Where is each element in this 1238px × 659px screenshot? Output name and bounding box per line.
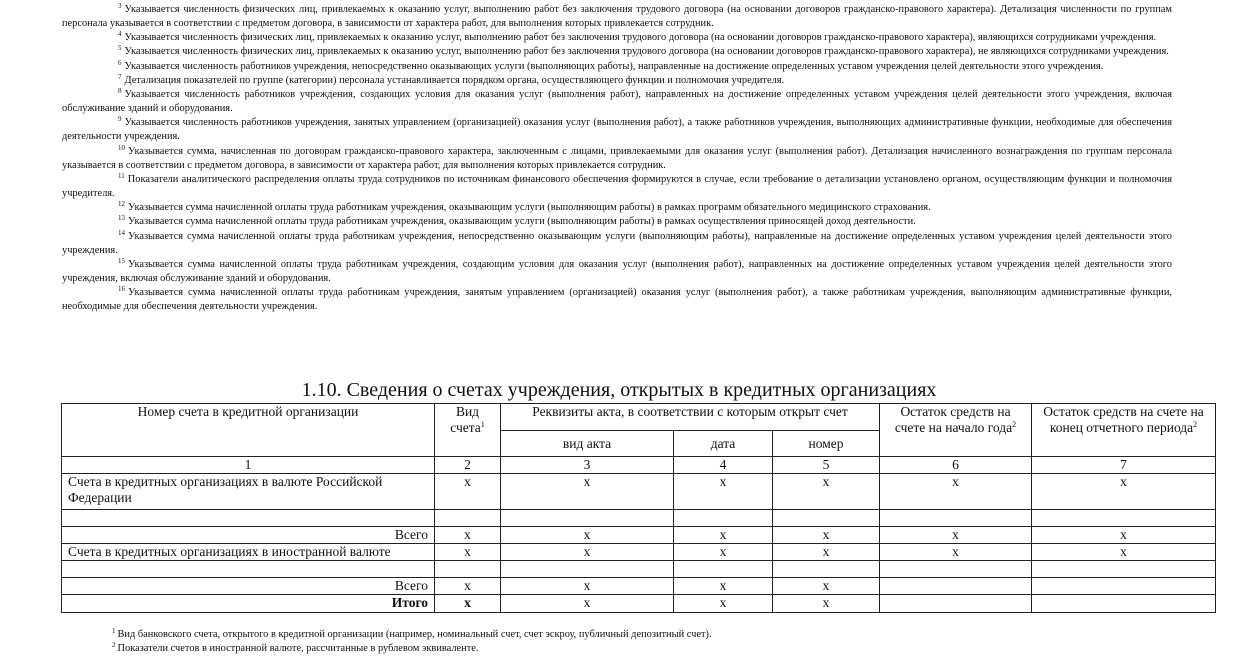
table-cell — [880, 561, 1032, 578]
note-3 — [62, 3, 1172, 31]
column-number: 2 — [435, 457, 501, 474]
table-cell: x — [501, 527, 674, 544]
table-cell: x — [674, 544, 773, 561]
table-cell — [674, 510, 773, 527]
note-10 — [62, 145, 1172, 173]
table-cell: x — [674, 578, 773, 595]
note-text: Указывается численность работников учреждения, занятых управлением (организацией) оказания услуг (выполнения работ), а также работников учреждения, выполняющих административные функции, необходимые для обеспечения деятельности учреждения. — [62, 117, 1172, 143]
note-text: Указывается численность работников учреждения, создающих условия для оказания услуг (выполнения работ), направленных на достижение определенных уставом учреждения целей деятельности этого учреждения, включая обслуживание зданий и оборудования. — [62, 88, 1172, 115]
note-mark: 12 — [118, 200, 125, 209]
note-mark: 9 — [118, 115, 122, 124]
table-cell — [773, 561, 880, 578]
table-cell — [674, 561, 773, 578]
table-cell — [1032, 578, 1216, 595]
section-title: 1.10. Сведения о счетах учреждения, открытых в кредитных организациях — [301, 379, 937, 401]
footnote-mark: 1 — [112, 627, 116, 635]
note-13 — [62, 215, 1172, 229]
note-text: Показатели аналитического распределения оплаты труда сотрудников по источникам финансового обеспечения формируются в случае, если требование о детализации установлено органом, осуществляющим функции и полномочия учредителя. — [62, 173, 1172, 200]
note-mark: 3 — [118, 2, 122, 10]
table-row-fx — [62, 544, 1216, 561]
note-mark: 7 — [118, 72, 122, 81]
note-mark: 5 — [118, 44, 122, 53]
table-cell: x — [773, 544, 880, 561]
row-label: Счета в кредитных организациях в валюте Российской Федерации — [62, 474, 435, 510]
header-act-type: вид акта — [501, 431, 674, 457]
row-label: Всего — [62, 578, 435, 595]
note-12 — [62, 201, 1172, 215]
column-number: 3 — [501, 457, 674, 474]
table-cell: x — [1032, 527, 1216, 544]
table-cell — [501, 561, 674, 578]
table-cell — [880, 510, 1032, 527]
table-cell: x — [773, 474, 880, 510]
table-cell — [501, 510, 674, 527]
table-cell: x — [674, 527, 773, 544]
table-cell: x — [1032, 544, 1216, 561]
note-text: Указывается сумма начисленной оплаты труда работникам учреждения, оказывающим услуги (выполняющим работы) в рамках осуществления приносящей доход деятельности. — [128, 216, 916, 228]
note-text: Указывается сумма начисленной оплаты труда работникам учреждения, оказывающим услуги (выполняющим работы) в рамках программ обязательного медицинского страхования. — [128, 202, 931, 214]
column-number-row — [62, 457, 1216, 474]
table-cell — [62, 510, 435, 527]
header-account-type: Вид счета$^1$ — [435, 404, 501, 457]
footnote-text: Вид банковского счета, открытого в кредитной организации (например, номинальный счет, счет эскроу, публичный депозитный счет). — [117, 629, 712, 640]
note-9 — [62, 116, 1172, 144]
note-mark: 11 — [118, 171, 125, 180]
table-cell — [880, 578, 1032, 595]
table-row-fx-total — [62, 578, 1216, 595]
table-row-empty — [62, 510, 1216, 527]
table-cell: x — [501, 544, 674, 561]
table-cell: x — [773, 595, 880, 613]
note-mark: 14 — [118, 228, 125, 237]
note-16 — [62, 286, 1172, 314]
table-cell — [62, 561, 435, 578]
table-cell — [1032, 561, 1216, 578]
note-8 — [62, 88, 1172, 116]
note-text: Указывается численность физических лиц, привлекаемых к оказанию услуг, выполнению работ без заключения трудового договора (на основании договоров гражданско-правового характера), являющихся сотрудниками учреждения. — [124, 32, 1157, 44]
note-15 — [62, 258, 1172, 286]
column-number: 4 — [674, 457, 773, 474]
table-cell: x — [674, 474, 773, 510]
table-row-empty — [62, 561, 1216, 578]
row-label: Всего — [62, 527, 435, 544]
table-cell: x — [435, 474, 501, 510]
table-row-rub-total — [62, 527, 1216, 544]
table-cell — [435, 510, 501, 527]
column-number: 1 — [62, 457, 435, 474]
header-act-details: Реквизиты акта, в соответствии с которым открыт счет — [501, 404, 880, 431]
table-cell: x — [674, 595, 773, 613]
table-cell: x — [880, 527, 1032, 544]
note-mark: 8 — [118, 86, 122, 95]
header-act-number: номер — [773, 431, 880, 457]
note-mark: 13 — [118, 214, 125, 223]
table-cell: x — [435, 595, 501, 613]
table-cell — [1032, 510, 1216, 527]
footnote-text: Показатели счетов в иностранной валюте, рассчитанные в рублевом эквиваленте. — [117, 642, 479, 654]
column-number: 5 — [773, 457, 880, 474]
note-text: Указывается сумма начисленной оплаты труда работникам учреждения, непосредственно оказывающим услуги (выполняющим работы), направленные на достижение определенных уставом учреждения целей деятельности этого учреждения. — [62, 230, 1172, 256]
note-mark: 16 — [118, 285, 125, 294]
header-account-number: Номер счета в кредитной организации — [62, 404, 435, 457]
note-mark: 10 — [118, 143, 125, 152]
table-cell: x — [501, 595, 674, 613]
table-row-rub — [62, 474, 1216, 510]
note-text: Указывается сумма начисленной оплаты труда работникам учреждения, занятым управлением (организацией) оказания услуг (выполнения работ), а также работникам учреждения, выполняющим административные функции, необходимые для обеспечения деятельности учреждения. — [62, 287, 1172, 313]
table-footnotes — [112, 628, 712, 655]
note-7 — [62, 74, 1172, 88]
footnotes-continued — [62, 3, 1172, 314]
note-6 — [62, 60, 1172, 74]
column-number: 6 — [880, 457, 1032, 474]
note-mark: 15 — [118, 256, 125, 265]
table-cell — [773, 510, 880, 527]
note-text: Детализация показателей по группе (категории) персонала устанавливается порядком органа, осуществляющего функции и полномочия учредителя. — [124, 74, 785, 86]
note-text: Указывается сумма начисленной оплаты труда работникам учреждения, создающим условия для оказания услуг (выполнения работ), направленных на достижение определенных уставом учреждения целей деятельности этого учреждения, включая обслуживание зданий и оборудования. — [62, 258, 1172, 284]
note-text: Указывается сумма, начисленная по договорам гражданско-правового характера, заключенным с лицами, привлекаемыми для оказания услуг (выполнения работ). Детализация начисленного вознаграждения по группам персонала указывается в соответствии с предметом договора, в зависимости от характера работ, для выполнения которых привлекается сотрудник. — [62, 145, 1172, 171]
note-text: Указывается численность работников учреждения, непосредственно оказывающих услуги (выполняющих работы), направленные на достижение определенных уставом учреждения целей деятельности этого учреждения. — [124, 60, 1104, 72]
column-number: 7 — [1032, 457, 1216, 474]
note-text: Указывается численность физических лиц, привлекаемых к оказанию услуг, выполнению работ без заключения трудового договора (на основании договоров гражданско-правового характера). Детализация численности по группам персонала указывается в соответствии с предметом договора, в зависимости от характера работ, для выполнения которых привлекается сотрудник. — [62, 4, 1172, 30]
table-cell — [435, 561, 501, 578]
note-4 — [62, 31, 1172, 45]
table-cell: x — [773, 578, 880, 595]
header-balance-end: Остаток средств на счете на конец отчетного периода$^2$ — [1032, 404, 1216, 457]
table-cell: x — [501, 578, 674, 595]
note-5 — [62, 45, 1172, 59]
footnote-1 — [112, 628, 712, 642]
table-cell — [880, 595, 1032, 613]
note-text: Указывается численность физических лиц, привлекаемых к оказанию услуг, выполнению работ без заключения трудового договора (на основании договоров гражданско-правового характера), не являющихся сотрудниками учреждения. — [124, 46, 1169, 58]
row-label: Итого — [62, 595, 435, 613]
table-cell: x — [773, 527, 880, 544]
table-cell: x — [435, 544, 501, 561]
table-cell: x — [435, 578, 501, 595]
header-act-date: дата — [674, 431, 773, 457]
note-mark: 4 — [118, 30, 122, 39]
table-cell — [1032, 595, 1216, 613]
table-cell: x — [880, 544, 1032, 561]
table-row-grand-total — [62, 595, 1216, 613]
table-cell: x — [501, 474, 674, 510]
table-cell: x — [1032, 474, 1216, 510]
header-row-1 — [62, 404, 1216, 431]
header-balance-start: Остаток средств на счете на начало года$^2$ — [880, 404, 1032, 457]
note-14 — [62, 230, 1172, 258]
accounts-table — [61, 403, 1216, 613]
row-label: Счета в кредитных организациях в иностранной валюте — [62, 544, 435, 561]
note-11 — [62, 173, 1172, 201]
footnote-mark: 2 — [112, 640, 116, 649]
table-cell: x — [435, 527, 501, 544]
footnote-2 — [112, 642, 712, 656]
note-mark: 6 — [118, 58, 122, 67]
table-cell: x — [880, 474, 1032, 510]
